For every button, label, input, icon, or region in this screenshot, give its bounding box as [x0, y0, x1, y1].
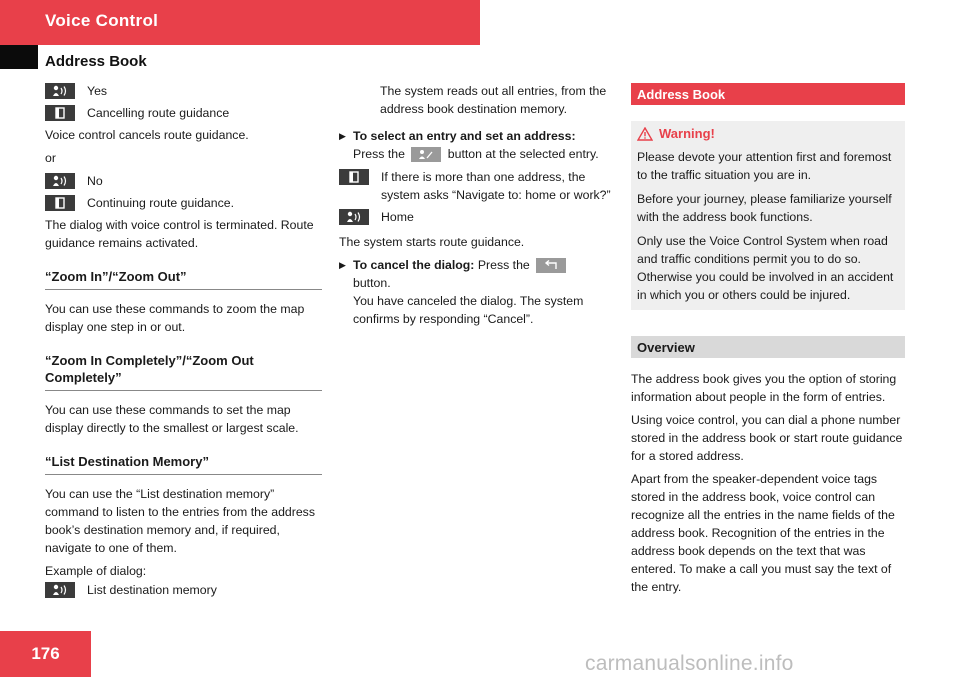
header-bar — [0, 0, 480, 45]
column-3 — [631, 83, 905, 601]
speaker-icon — [339, 209, 369, 225]
column-1 — [45, 82, 322, 603]
subheading: “Zoom In Completely”/“Zoom Out Completely” — [45, 352, 322, 391]
voice-reply-icon — [45, 195, 75, 211]
speaker-icon — [45, 173, 75, 189]
paragraph: You can use these commands to set the map display directly to the smallest or largest scale. — [45, 403, 299, 435]
paragraph: Voice control cancels route guidance. — [45, 128, 249, 142]
dialog-line — [45, 194, 322, 212]
section-bar-address-book: Address Book — [631, 83, 905, 105]
warning-paragraph: Before your journey, please familiarize yourself with the address book functions. — [637, 192, 892, 224]
back-button-icon — [536, 258, 566, 273]
section-bar-overview: Overview — [631, 336, 905, 358]
paragraph: Example of dialog: — [45, 564, 147, 578]
bullet-arrow-icon: ▶ — [339, 131, 346, 141]
step-text: Press the — [353, 147, 405, 161]
section-title: Address Book — [45, 53, 147, 70]
paragraph: Using voice control, you can dial a phone number stored in the address book or start route guidance for a stored address. — [631, 413, 903, 463]
paragraph: or — [45, 151, 56, 165]
dialog-text: List destination memory — [87, 583, 217, 597]
watermark: carmanualsonline.info — [585, 652, 794, 675]
paragraph: The system starts route guidance. — [339, 235, 525, 249]
warning-paragraph: Only use the Voice Control System when road and traffic conditions permit you to do so. Otherwise you could be involved in an accident in which you or others could be injured. — [637, 234, 894, 302]
talk-button-icon — [411, 147, 441, 162]
dialog-text: Home — [381, 210, 414, 224]
paragraph: The address book gives you the option of storing information about people in the form of entries. — [631, 372, 897, 404]
step-title: To select an entry and set an address: — [353, 129, 576, 143]
paragraph: You can use the “List destination memory” command to listen to the entries from the address book’s destination memory and, if required, navigate to one of them. — [45, 487, 315, 555]
dialog-text: No — [87, 174, 103, 188]
warning-paragraph: Please devote your attention first and foremost to the traffic situation you are in. — [637, 150, 892, 182]
paragraph: The system reads out all entries, from the address book destination memory. — [380, 84, 607, 116]
dialog-line — [339, 168, 614, 204]
dialog-text: If there is more than one address, the system asks “Navigate to: home or work?” — [381, 170, 611, 202]
dialog-text: Continuing route guidance. — [87, 196, 234, 210]
column-2 — [339, 82, 614, 333]
step-text: Press the — [477, 258, 530, 272]
step-title: To cancel the dialog: — [353, 258, 475, 272]
speaker-icon — [45, 582, 75, 598]
subheading: “Zoom In”/“Zoom Out” — [45, 268, 322, 290]
paragraph: The dialog with voice control is terminated. Route guidance remains activated. — [45, 218, 314, 250]
dialog-line — [339, 208, 614, 226]
page-number: 176 — [0, 631, 91, 677]
dialog-text: Yes — [87, 84, 108, 98]
warning-triangle-icon — [637, 127, 653, 141]
paragraph: You can use these commands to zoom the map display one step in or out. — [45, 302, 305, 334]
voice-reply-icon — [45, 105, 75, 121]
paragraph: Apart from the speaker-dependent voice tags stored in the address book, voice control can recognize all the entries in the name fields of the address book. Recognition of the entries in the address book depends on the text that was entered. To make a call you must say the text of the entry. — [631, 472, 895, 594]
instruction-step — [339, 127, 614, 163]
warning-title — [637, 125, 899, 143]
dialog-line — [45, 104, 322, 122]
dialog-text: Cancelling route guidance — [87, 106, 230, 120]
speaker-icon — [45, 83, 75, 99]
voice-reply-icon — [339, 169, 369, 185]
bullet-arrow-icon: ▶ — [339, 260, 346, 270]
step-text: button. — [353, 276, 391, 290]
warning-title-text: Warning! — [659, 126, 715, 141]
step-text: You have canceled the dialog. The system confirms by responding “Cancel”. — [353, 294, 584, 326]
instruction-step — [339, 256, 614, 328]
dialog-line — [45, 82, 322, 100]
subheading: “List Destination Memory” — [45, 453, 322, 475]
header-title: Voice Control — [45, 11, 159, 30]
dialog-line — [45, 172, 322, 190]
dialog-line — [45, 581, 322, 599]
warning-box — [631, 121, 905, 310]
section-marker — [0, 45, 38, 69]
step-text: button at the selected entry. — [447, 147, 599, 161]
